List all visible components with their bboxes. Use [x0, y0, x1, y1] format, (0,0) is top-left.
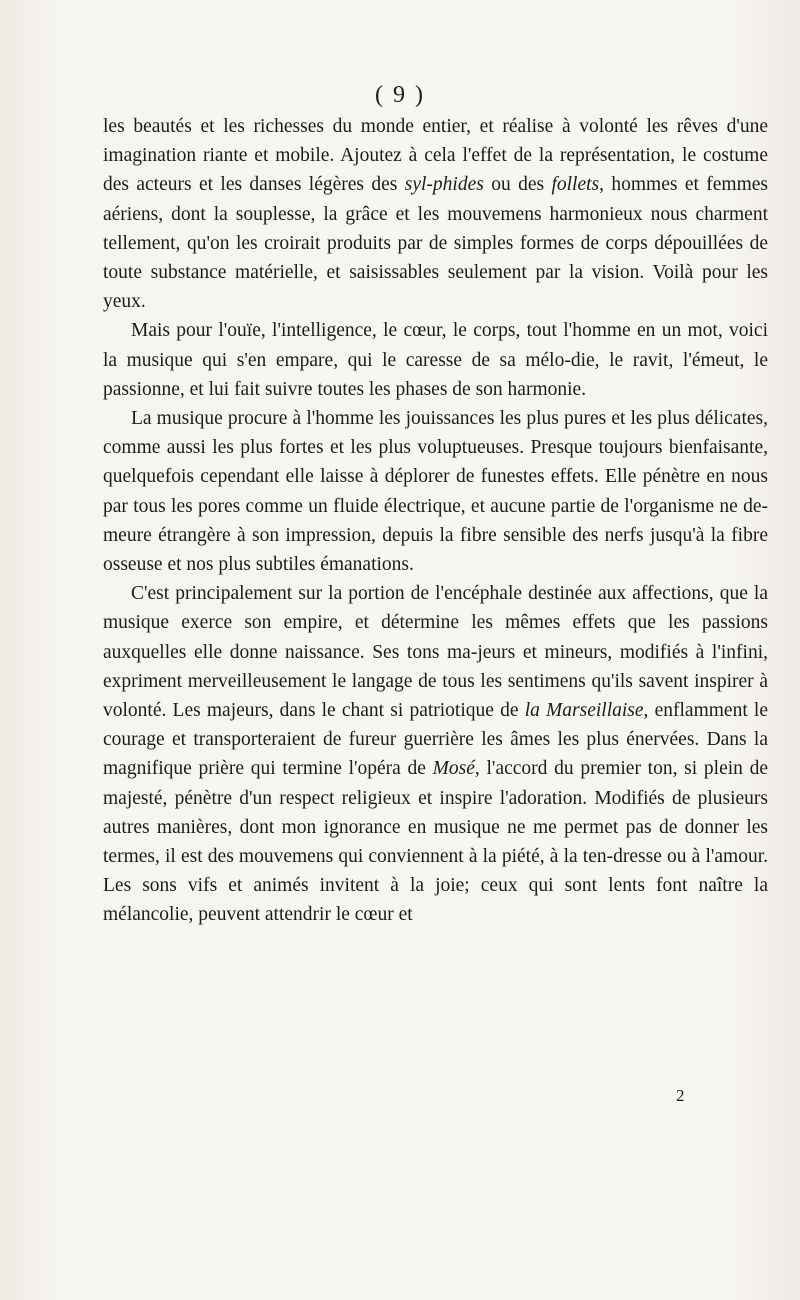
italic-text: Mosé — [432, 758, 475, 780]
body-text — [103, 112, 768, 930]
italic-text: follets — [551, 174, 600, 196]
paragraph — [103, 404, 768, 579]
page-number: ( 9 ) — [375, 82, 425, 108]
paragraph — [103, 112, 768, 316]
text-segment: C'est principalement sur la portion de l'encéphale destinée aux affections, que la musique exerce son empire, et détermine les mêmes effets que les passions auxquelles elle donne naissance. Ses tons ma-jeurs et mineurs, modifiés à l'infini, expriment merveilleusement le langage de tous les sentimens qu'ils savent inspirer à volonté. Les majeurs, dans le chant si patriotique de — [103, 583, 768, 722]
text-segment: , enflamment le courage et transporteraient de fureur guerrière les âmes les plus énervées. Dans la magnifique prière qui termine l'opéra de — [103, 700, 768, 780]
text-segment: , l'accord du premier ton, si plein de majesté, pénètre d'un respect religieux et inspire l'adoration. Modifiés de plusieurs autres manières, dont mon ignorance en musique ne me permet pas de donner les termes, il est des mouvemens qui conviennent à la piété, à la ten-dresse ou à l'amour. Les sons vifs et animés invitent à la joie; ceux qui sont lents font naître la mélancolie, peuvent attendrir le cœur et — [103, 758, 769, 926]
paragraph — [103, 316, 768, 404]
text-segment: , hommes et femmes aériens, dont la souplesse, la grâce et les mouvemens harmonieux nous charment tellement, qu'on les croirait produits par de simples formes de corps dépouillées de toute substance matérielle, et saisissables seulement par la vision. Voilà pour les yeux. — [103, 174, 768, 313]
text-segment: Mais pour l'ouïe, l'intelligence, le cœur, le corps, tout l'homme en un mot, voici la musique qui s'en empare, qui le caresse de sa mélo-die, le ravit, l'émeut, le passionne, et lui fait suivre toutes les phases de son harmonie. — [103, 320, 768, 400]
paragraph — [103, 579, 768, 929]
text-segment: les beautés et les richesses du monde entier, et réalise à volonté les rêves d'une imagination riante et mobile. Ajoutez à cela l'effet de la représentation, le costume des acteurs et les danses légères des — [103, 116, 768, 196]
italic-text: syl-phides — [404, 174, 484, 196]
italic-text: la Marseillaise — [524, 700, 644, 722]
text-segment: ou des — [483, 174, 552, 196]
text-segment: La musique procure à l'homme les jouissances les plus pures et les plus délicates, comme aussi les plus fortes et les plus voluptueuses. Presque toujours bienfaisante, quelquefois cependant elle laisse à déplorer de funestes effets. Elle pénètre en nous par tous les pores comme un fluide électrique, et aucune partie de l'organisme ne de-meure étrangère à son impression, depuis la fibre sensible des nerfs jusqu'à la fibre osseuse et nos plus subtiles émanations. — [103, 408, 768, 576]
signature-mark: 2 — [676, 1086, 685, 1105]
